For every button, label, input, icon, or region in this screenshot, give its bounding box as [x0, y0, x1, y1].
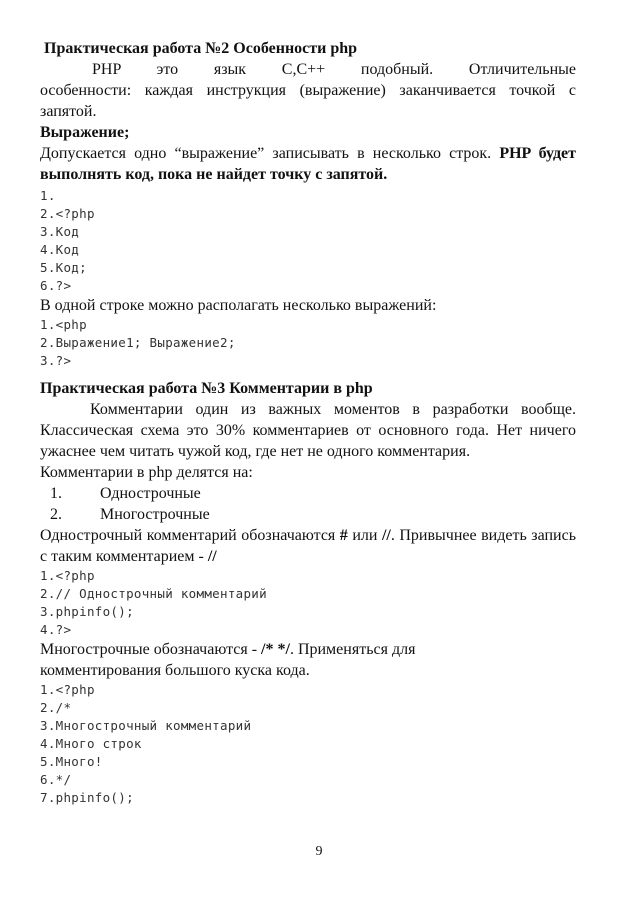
code-block-3: [40, 567, 576, 639]
section2-intro-line1: PHP это язык C,C++ подобный. Отличительные: [92, 61, 576, 78]
code-line: 4.?>: [40, 622, 72, 637]
multi-mark: /* */: [261, 641, 290, 658]
code-line: 3.?>: [40, 353, 72, 368]
single-or: или: [347, 527, 382, 544]
list-number: 2.: [50, 506, 62, 523]
code-line: 6.*/: [40, 772, 72, 787]
multi-text-b: . Применяться для комментирования большого куска кода.: [40, 641, 416, 679]
multiline-paragraph: [40, 143, 576, 185]
list-number: 1.: [50, 485, 62, 502]
code-line: 2.// Однострочный комментарий: [40, 586, 267, 601]
code-line: 7.phpinfo();: [40, 790, 134, 805]
code-line: 1.<php: [40, 317, 87, 332]
code-line: 5.Код;: [40, 260, 87, 275]
code-line: 1.: [40, 188, 56, 203]
expression-heading: Выражение;: [40, 124, 130, 141]
hash-mark: #: [339, 527, 348, 544]
code-line: 2.Выражение1; Выражение2;: [40, 335, 236, 350]
list-label: Однострочные: [100, 485, 201, 502]
code-line: 3.Многострочный комментарий: [40, 718, 252, 733]
code-block-4: [40, 681, 576, 807]
page-number: 9: [315, 844, 323, 859]
code-line: 1.<?php: [40, 682, 95, 697]
section3-title: Практическая работа №3 Комментарии в php: [40, 380, 373, 397]
code-line: 3.Код: [40, 224, 80, 239]
section2-title: Практическая работа №2 Особенности php: [40, 40, 358, 57]
multiline-bold-text: PHP будет выполнять код, пока не найдет точку с запятой.: [40, 145, 577, 183]
code-line: 4.Код: [40, 242, 80, 257]
divided-text: Комментарии в php делятся на:: [40, 464, 253, 481]
multi-text-a: Многострочные обозначаются -: [40, 641, 262, 658]
single-text-a: Однострочный комментарий обозначаются: [40, 527, 340, 544]
code-line: 4.Много строк: [40, 736, 142, 751]
list-label: Многострочные: [100, 506, 210, 523]
code-line: 6.?>: [40, 278, 72, 293]
code-block-2: [40, 316, 576, 370]
section3-intro: Комментарии один из важных моментов в разработки вообще. Классическая схема это 30% комментариев от основного года. Нет ничего ужаснее чем читать чужой код, где нет не одного комментария.: [40, 401, 576, 460]
single-text-b: . Привычнее видеть запись с таким комментарием -: [40, 527, 576, 565]
code-line: 1.<?php: [40, 568, 95, 583]
list-item: [40, 504, 576, 525]
slash-mark-2: //: [207, 548, 217, 565]
list-item: [40, 483, 576, 504]
multi-comment-paragraph: [40, 639, 500, 681]
code-block-1: [40, 187, 576, 295]
multiline-text: Допускается одно “выражение” записывать в несколько строк.: [40, 145, 500, 162]
single-comment-paragraph: [40, 525, 576, 567]
code-line: 2.<?php: [40, 206, 95, 221]
slash-mark: //: [381, 527, 391, 544]
code-line: 5.Много!: [40, 754, 103, 769]
section2-intro-rest: особенности: каждая инструкция (выражение) заканчивается точкой с запятой.: [40, 82, 576, 120]
code-line: 2./*: [40, 700, 72, 715]
same-line-text: В одной строке можно располагать несколько выражений:: [40, 297, 437, 314]
code-line: 3.phpinfo();: [40, 604, 134, 619]
document-page: [40, 38, 576, 807]
